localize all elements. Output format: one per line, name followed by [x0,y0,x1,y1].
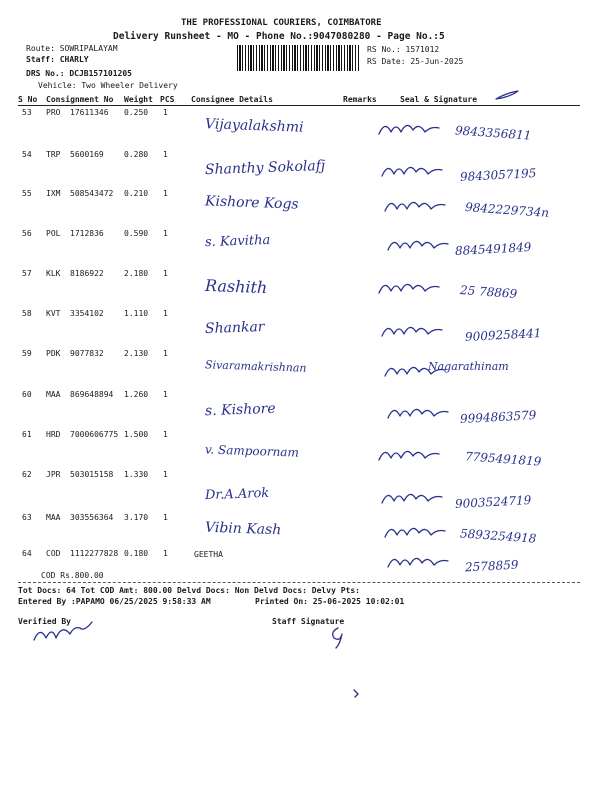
row-seal-name: Nagarathinam [428,360,509,373]
row-pcs: 1 [163,309,168,318]
verified-signature [34,622,92,640]
row-pcs: 1 [163,229,168,238]
row-consignee: s. Kishore [204,400,276,420]
col-consignment: Consignment No [46,95,114,104]
drs-no: DRS No.: DCJB157101205 [26,69,132,78]
row-consignment-prefix: PRO [46,108,61,117]
row-seal-phone: 7795491819 [464,449,542,469]
row-weight: 0.280 [124,150,149,159]
row-seal-phone: 9843356811 [454,123,532,143]
row-weight: 2.130 [124,349,149,358]
staff-signature [333,628,342,648]
row-consignment-prefix: KVT [46,309,61,318]
row-consignment-prefix: TRP [46,150,61,159]
row-seal-phone: 9842229734n [464,200,550,220]
row-seal-phone: 2578859 [464,557,519,575]
row-pcs: 1 [163,390,168,399]
entered-by: Entered By :PAPAMO 06/25/2025 9:58:33 AM [18,597,211,606]
row-consignee: Dr.A.Arok [204,485,270,504]
row-sno: 58 [22,309,32,318]
remarks-stroke [496,91,518,99]
row-consignee: Sivaramakrishnan [204,358,307,375]
row-pcs: 1 [163,269,168,278]
row-consignee: s. Kavitha [204,232,271,251]
row-pcs: 1 [163,349,168,358]
row-weight: 0.180 [124,549,149,558]
row-seal-phone: 5893254918 [459,526,537,546]
row-seal-phone: 25 78869 [459,283,518,301]
cod-note: COD Rs.800.00 [41,571,104,580]
row-sno: 63 [22,513,32,522]
row-consignment-number: 1712836 [70,229,104,238]
row-pcs: 1 [163,150,168,159]
row-consignment-prefix: MAA [46,513,61,522]
rs-no: RS No.: 1571012 [367,45,440,54]
row-sno: 60 [22,390,32,399]
row-consignment-prefix: POL [46,229,61,238]
row-pcs: 1 [163,108,168,117]
runsheet-title: Delivery Runsheet - MO - Phone No.:9047080280 - Page No.:5 [113,31,445,42]
row-consignee: Vibin Kash [204,519,282,539]
row-consignment-number: 5600169 [70,150,104,159]
row-consignment-prefix: MAA [46,390,61,399]
row-pcs: 1 [163,470,168,479]
col-consignee: Consignee Details [191,95,273,104]
col-pcs: PCS [160,95,175,104]
row-consignment-number: 503015158 [70,470,114,479]
row-consignment-prefix: JPR [46,470,61,479]
row-consignment-number: 7000606775 [70,430,119,439]
row-consignment-prefix: COD [46,549,61,558]
col-remarks: Remarks [343,95,377,104]
route: Route: SOWRIPALAYAM [26,44,118,53]
row-consignment-number: 17611346 [70,108,109,117]
row-consignee: Rashith [204,275,268,298]
row-seal-phone: 9994863579 [459,408,537,426]
row-consignment-prefix: HRD [46,430,61,439]
staff-signature-label: Staff Signature [272,617,345,626]
row-seal-phone: 9009258441 [464,326,542,344]
rs-date: RS Date: 25-Jun-2025 [367,57,464,66]
row-weight: 2.180 [124,269,149,278]
row-consignee: Kishore Kogs [204,193,299,213]
row-weight: 1.330 [124,470,149,479]
row-consignment-number: 8186922 [70,269,104,278]
row-consignee: v. Sampoornam [204,442,300,460]
row-sno: 56 [22,229,32,238]
row-weight: 1.500 [124,430,149,439]
row-consignment-prefix: KLK [46,269,61,278]
row-weight: 0.210 [124,189,149,198]
row-sno: 53 [22,108,32,117]
vehicle: Vehicle: Two Wheeler Delivery [38,81,178,90]
row-consignment-number: 508543472 [70,189,114,198]
row-consignment-number: 303556364 [70,513,114,522]
row-consignment-prefix: IXM [46,189,61,198]
row-sno: 64 [22,549,32,558]
small-mark [354,690,358,697]
col-seal: Seal & Signature [400,95,478,104]
row-consignee: GEETHA [194,550,223,559]
row-weight: 0.250 [124,108,149,117]
row-pcs: 1 [163,430,168,439]
row-weight: 1.260 [124,390,149,399]
row-consignment-number: 1112277828 [70,549,119,558]
row-consignment-prefix: PDK [46,349,61,358]
row-sno: 55 [22,189,32,198]
row-pcs: 1 [163,189,168,198]
row-consignment-number: 9077832 [70,349,104,358]
row-consignment-number: 869648894 [70,390,114,399]
row-sno: 62 [22,470,32,479]
row-weight: 1.110 [124,309,149,318]
printed-on: Printed On: 25-06-2025 10:02:01 [255,597,405,606]
row-sno: 61 [22,430,32,439]
row-consignee: Vijayalakshmi [204,116,304,136]
company-name: THE PROFESSIONAL COURIERS, COIMBATORE [181,18,382,28]
col-sno: S No [18,95,38,104]
row-consignee: Shanthy Sokolafj [204,157,326,179]
row-sno: 59 [22,349,32,358]
row-pcs: 1 [163,513,168,522]
row-seal-phone: 9843057195 [459,166,537,184]
row-pcs: 1 [163,549,168,558]
totals: Tot Docs: 64 Tot COD Amt: 800.00 Delvd Docs: Non Delvd Docs: Delvy Pts: [18,586,360,595]
row-weight: 3.170 [124,513,149,522]
row-sno: 54 [22,150,32,159]
staff: Staff: CHARLY [26,55,89,64]
row-seal-phone: 8845491849 [454,240,532,258]
row-sno: 57 [22,269,32,278]
col-weight: Weight [124,95,153,104]
row-consignment-number: 3354102 [70,309,104,318]
row-weight: 0.590 [124,229,149,238]
row-consignee: Shankar [204,318,265,338]
verified-by: Verified By [18,617,71,626]
row-seal-phone: 9003524719 [454,493,532,511]
